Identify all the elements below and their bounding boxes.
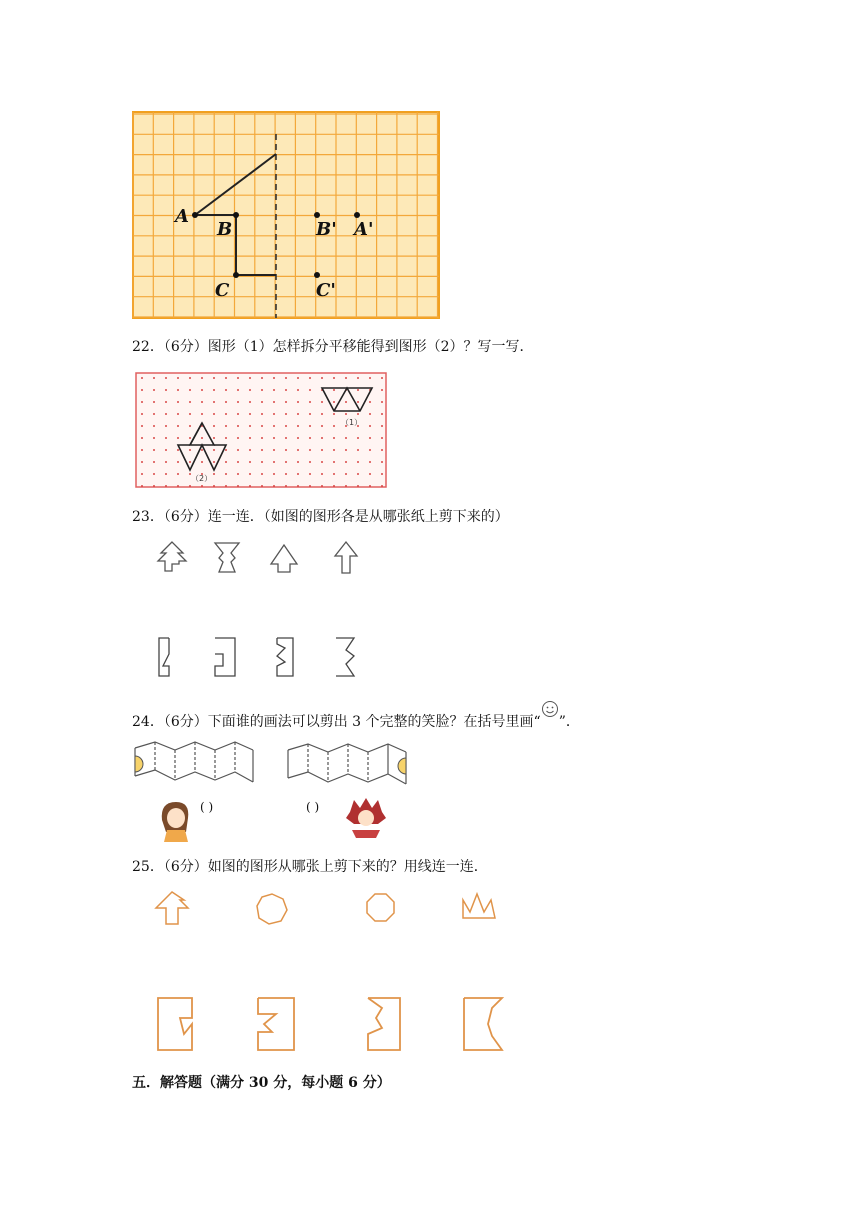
right-answer-paren[interactable]: ( ): [306, 800, 320, 814]
left-answer-paren[interactable]: ( ): [200, 800, 214, 814]
bowtie-shape-icon: [215, 543, 239, 572]
boy-icon: [344, 796, 388, 840]
paper-c-icon: [368, 998, 400, 1050]
smiley-icon: [541, 700, 559, 718]
paper-4-icon: [336, 638, 354, 676]
girl-icon: [156, 798, 200, 842]
heptagon-icon: [257, 894, 287, 924]
octagon-icon: [367, 894, 394, 921]
dot-grid-svg: [136, 373, 386, 487]
paper-2-icon: [215, 638, 235, 676]
crown-icon: [463, 894, 495, 918]
half-smiley-icon: [398, 758, 406, 774]
arrow-shape-icon: [271, 545, 297, 572]
paper-1-icon: [159, 638, 169, 676]
shape-2-label: （2）: [191, 474, 213, 483]
label-a-prime: A': [354, 219, 374, 240]
dot-grid-figure: [136, 373, 386, 487]
question-22: 22．（6分）图形（1）怎样拆分平移能得到图形（2）？写一写．: [132, 339, 534, 355]
tree-shape-icon: [158, 542, 186, 571]
label-c-prime: C': [316, 280, 336, 301]
translation-grid-figure: [133, 112, 439, 318]
question-24-text: 24．（6分）下面谁的画法可以剪出 3 个完整的笑脸？在括号里画“: [132, 714, 541, 730]
q25-shapes: [150, 888, 510, 932]
shape-1-label: （1）: [341, 418, 363, 427]
question-23: 23．（6分）连一连．（如图的图形各是从哪张纸上剪下来的）: [132, 509, 509, 525]
label-b-prime: B': [316, 219, 337, 240]
label-a: A: [175, 206, 189, 227]
section-5-heading: 五．解答题（满分 30 分，每小题 6 分）: [132, 1075, 391, 1091]
tree-orange-icon: [156, 892, 188, 924]
q25-papers: [150, 994, 510, 1054]
question-24-end: ”．: [558, 714, 580, 730]
half-smiley-icon: [135, 756, 143, 772]
label-c: C: [215, 280, 230, 301]
grid-svg: [133, 112, 439, 318]
question-25: 25．（6分）如图的图形从哪张上剪下来的？用线连一连．: [132, 859, 488, 875]
paper-a-icon: [158, 998, 192, 1050]
q23-cut-shapes: [155, 540, 385, 580]
paper-d-icon: [464, 998, 502, 1050]
folded-paper-left: [133, 738, 259, 788]
paper-3-icon: [277, 638, 293, 676]
question-24: [132, 708, 580, 731]
paper-b-icon: [258, 998, 294, 1050]
up-arrow-shape-icon: [335, 542, 357, 573]
folded-paper-right: [286, 740, 412, 790]
q23-papers: [155, 634, 385, 680]
label-b: B: [217, 219, 233, 240]
